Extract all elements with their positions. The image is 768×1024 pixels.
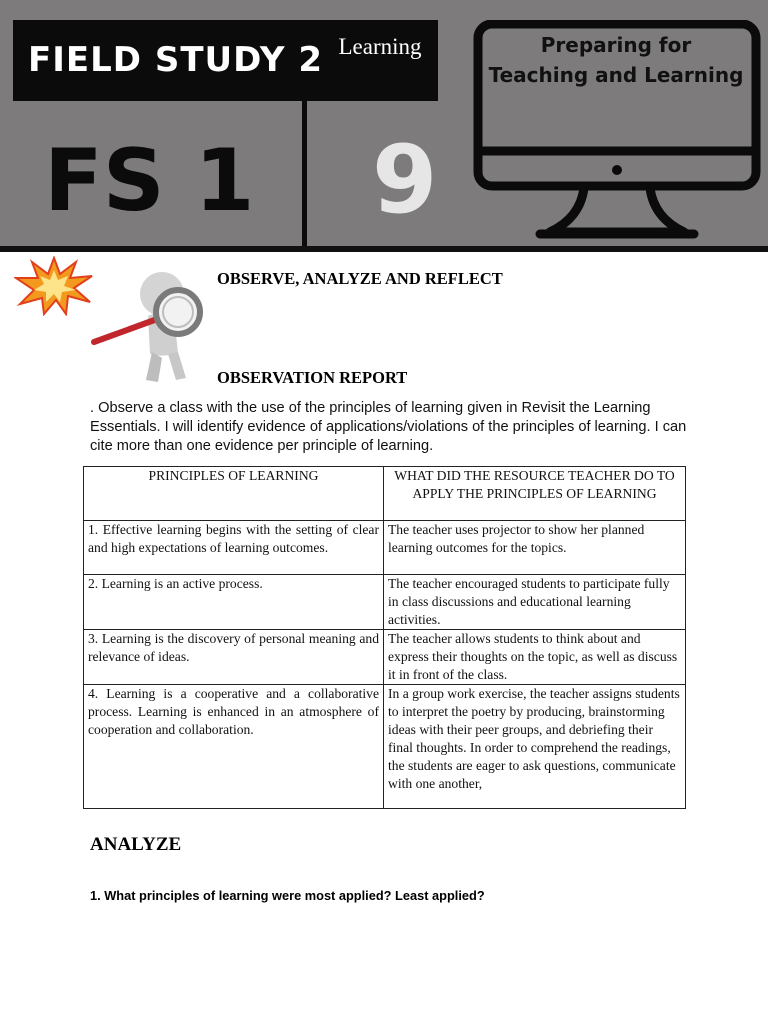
column-header: PRINCIPLES OF LEARNING (84, 467, 384, 521)
section-heading-report: OBSERVATION REPORT (217, 368, 408, 387)
principle-cell: 3. Learning is the discovery of personal meaning and relevance of ideas. (84, 630, 384, 685)
column-header: WHAT DID THE RESOURCE TEACHER DO TO APPLY THE PRINCIPLES OF LEARNING (384, 467, 686, 521)
table-row (84, 685, 686, 809)
monitor-title: Preparing for Teaching and Learning (488, 33, 744, 87)
principle-cell: 2. Learning is an active process. (84, 575, 384, 630)
observation-table (83, 466, 686, 809)
learning-label: Learning (338, 34, 422, 59)
explosion-burst-icon (14, 256, 94, 316)
principle-cell: 4. Learning is a cooperative and a collaborative process. Learning is enhanced in an atmosphere of cooperation and collaboration. (84, 685, 384, 809)
table-row (84, 521, 686, 575)
evidence-cell: The teacher uses projector to show her planned learning outcomes for the topics. (384, 521, 686, 575)
analyze-question-1: 1. What principles of learning were most applied? Least applied? (90, 888, 485, 903)
table-row (84, 630, 686, 685)
analyze-heading: ANALYZE (90, 834, 182, 855)
table-header-row (84, 467, 686, 521)
principle-cell: 1. Effective learning begins with the setting of clear and high expectations of learning outcomes. (84, 521, 384, 575)
table-row (84, 575, 686, 630)
section-heading-observe: OBSERVE, ANALYZE AND REFLECT (217, 269, 503, 288)
evidence-cell: The teacher allows students to think about and express their thoughts on the topic, as well as discuss it in front of the class. (384, 630, 686, 685)
banner-bottom-rule (0, 246, 768, 252)
intro-paragraph: . Observe a class with the use of the principles of learning given in Revisit the Learning Essentials. I will identify evidence of applications/violations of the principles of learning. I can cite more than one evidence per principle of learning. (90, 400, 687, 454)
fs-code: FS 1 (44, 131, 255, 231)
banner-divider (302, 101, 307, 246)
field-study-title: FIELD STUDY 2 (28, 40, 323, 80)
learning-number: 9 (372, 126, 438, 235)
evidence-cell: In a group work exercise, the teacher assigns students to interpret the poetry by producing, brainstorming ideas with their peer groups, and debriefing their final thoughts. In order to comprehend the readings, the students are eager to ask questions, communicate with one another, (384, 685, 686, 809)
evidence-cell: The teacher encouraged students to participate fully in class discussions and educational learning activities. (384, 575, 686, 630)
magnifying-glass-figure-icon (90, 266, 210, 386)
